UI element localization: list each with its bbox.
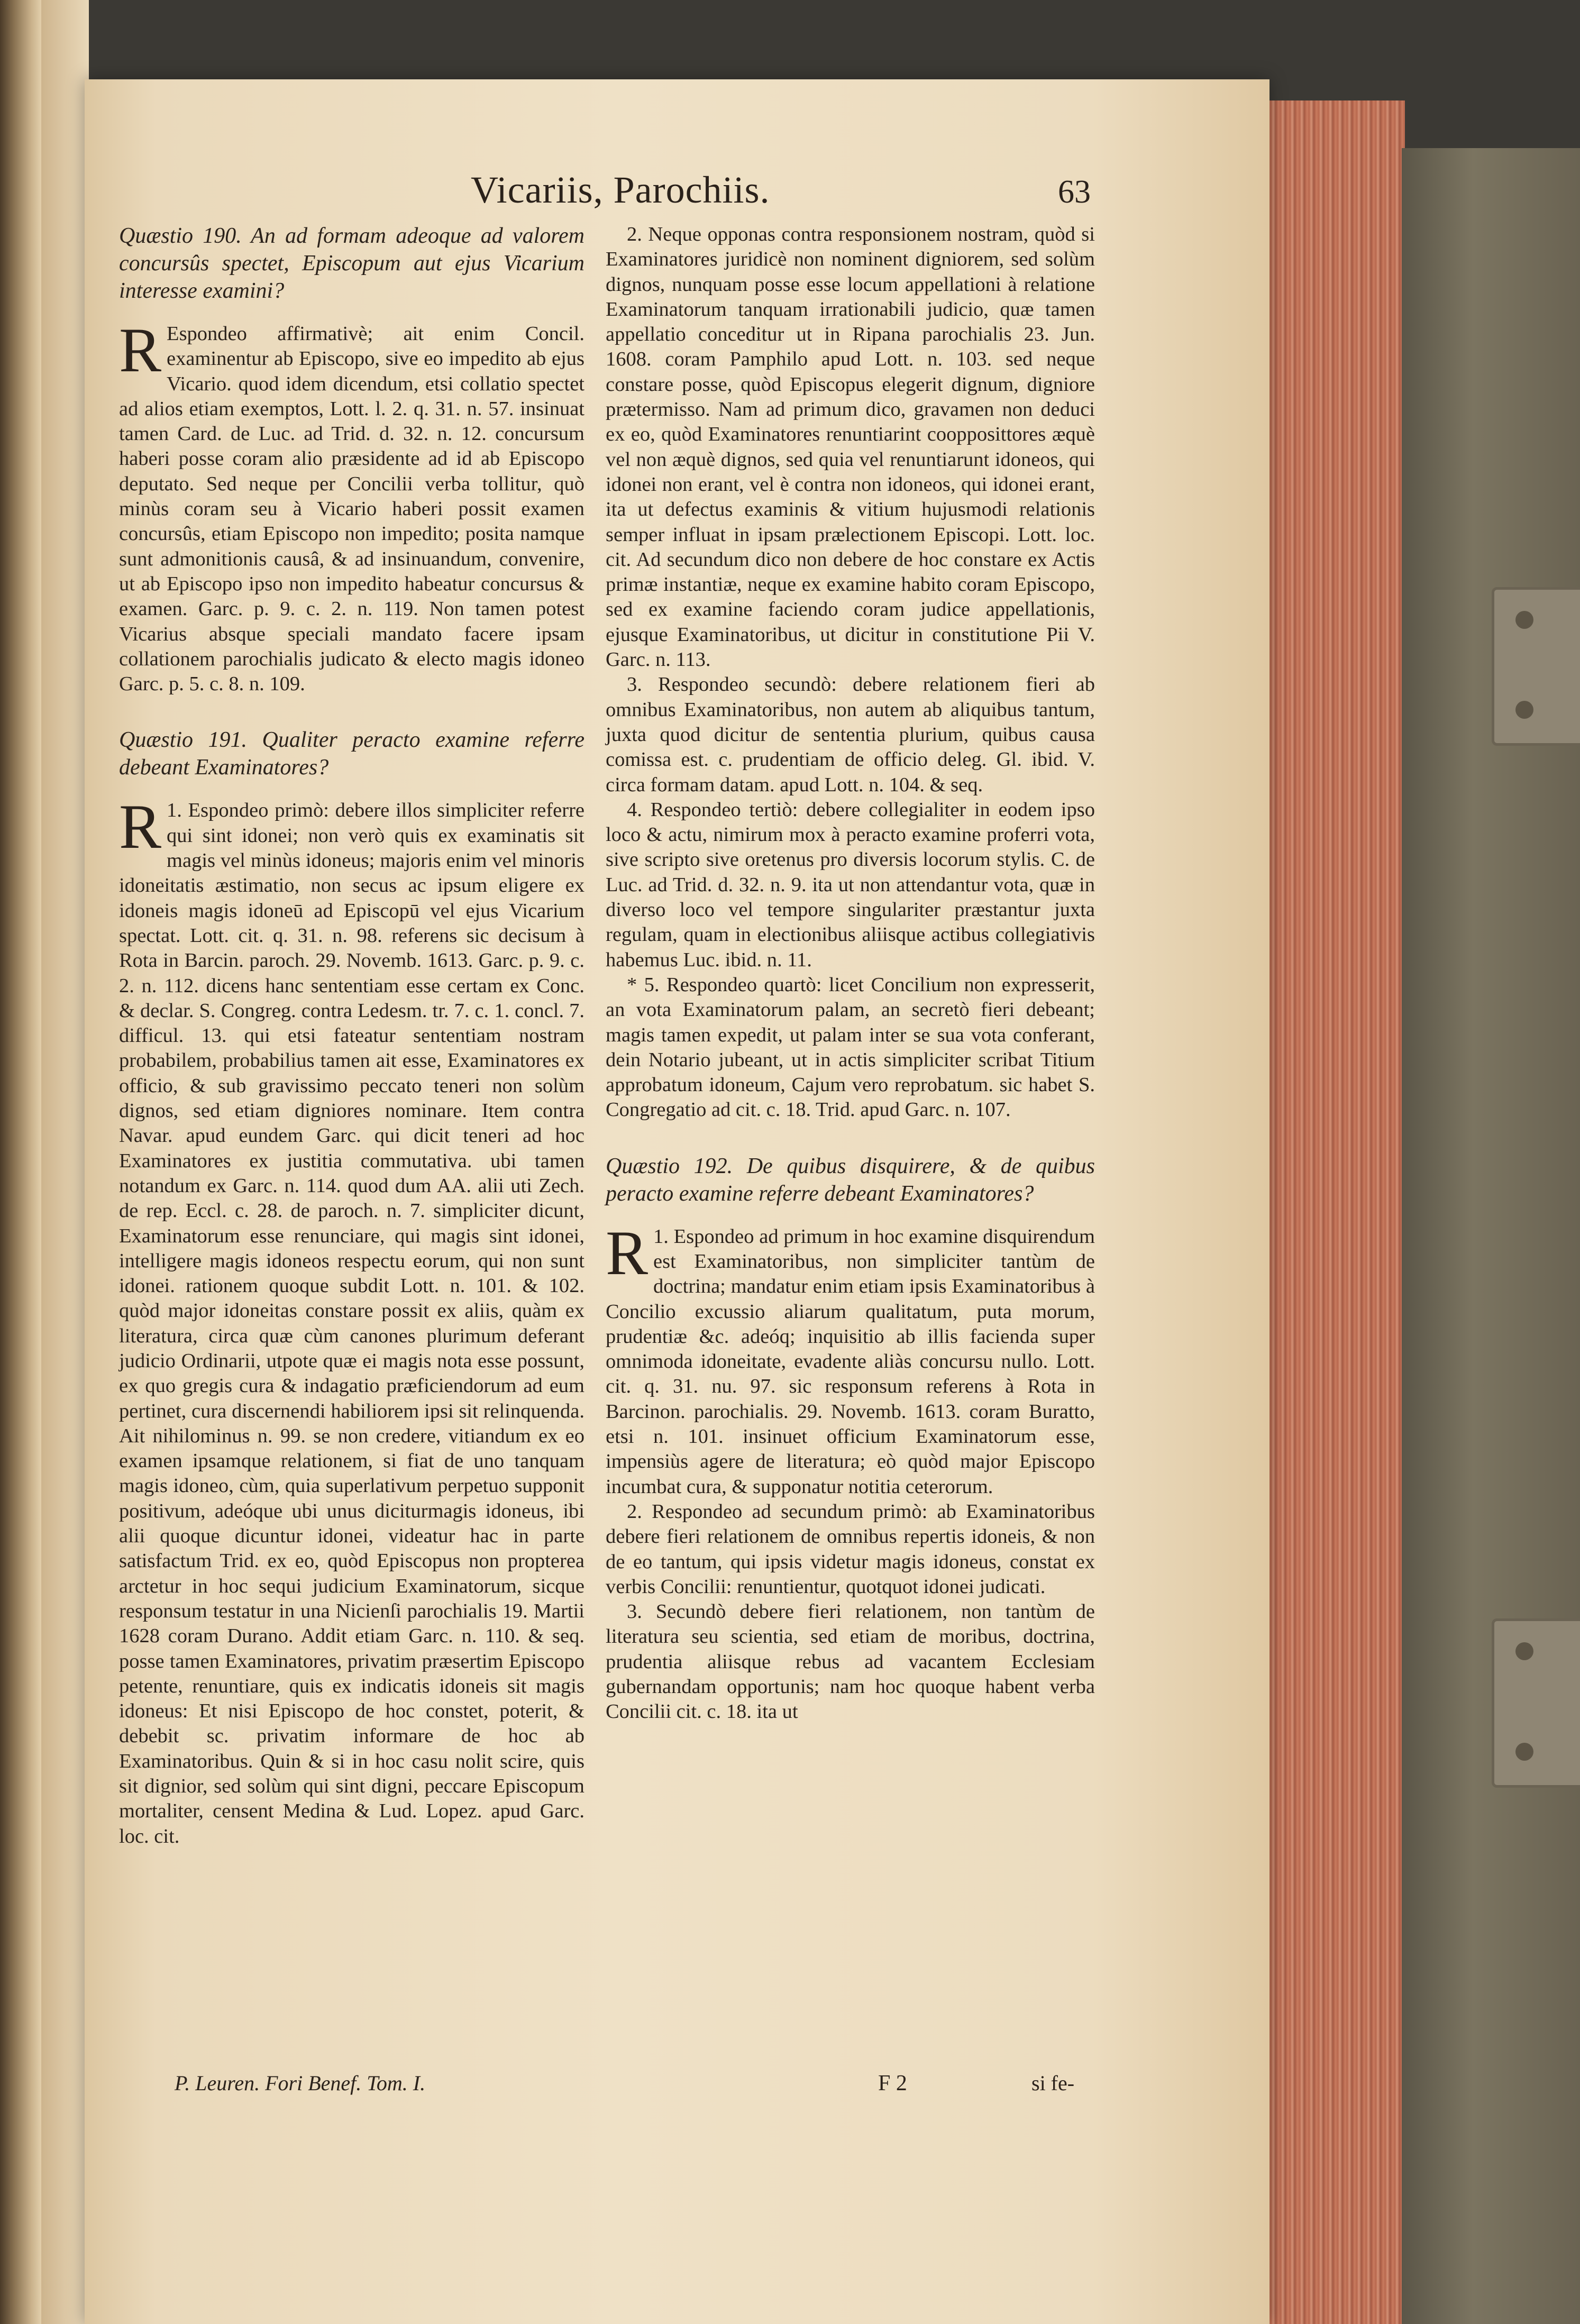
- paragraph-5: * 5. Respondeo quartò: licet Concilium non expresserit, an vota Examinatorum palam, an secretò fieri debeant; magis tamen expedit, ut palam inter se sua vota conferant, dein Notario jubeant, ut in actis simpliciter scribat Titium approbatum idoneum, Cajum vero reprobatum. sic habet S. Congregatio ad cit. c. 18. Trid. apud Garc. n. 107.: [606, 973, 1095, 1121]
- book-clasp-top: [1492, 587, 1580, 746]
- paragraph-7: 3. Secundò debere fieri relationem, non tantùm de literatura seu scientia, sed etiam de moribus, doctrina, prudentia aliisque rebus ad vacantem Ecclesiam gubernandam opportunis; nam hoc quoque habent verba Concilii cit. c. 18. ita ut: [606, 1600, 1095, 1723]
- question-192-body: [606, 1217, 1095, 1499]
- clasp-rivet: [1515, 611, 1533, 629]
- paragraph-2: 2. Neque opponas contra responsionem nostram, quòd si Examinatores juridicè non nominent digniorem, sed solùm dignos, nunquam posse esse locum appellationi à relatione Examinatorum tanquam irrationabili judicio, quæ tamen appellatio conceditur ut in Ripana parochialis 23. Jun. 1608. coram Pamphilo apud Lott. n. 103. sed neque constare posse, quòd Episcopus elegerit dignum, digniore prætermisso. Nam ad primum dico, gravamen non deduci ex eo, quòd Examinatores renuntiarint coopposittores æquè vel non æquè dignos, sed quia vel renuntiarunt idoneos, qui idonei non erant, vel è contra non idoneos, qui idonei erant, ita ut defectus examinis & vitium hujusmodi relationis semper influat in ipsam prælectionem Episcopi. Lott. loc. cit. Ad secundum dico non debere de hoc constare ex Actis primæ instantiæ, neque ex examine habito coram Episcopo, sed ex examine faciendo coram judice appellationis, ejusque Examinatoribus, ut dicitur in constitutione Pii V. Garc. n. 113.: [606, 223, 1095, 671]
- question-192-text: 1. Espondeo ad primum in hoc examine disquirendum est Examinatoribus, non simpliciter tantùm de doctrina; mandatur enim etiam ipsis Examinatoribus à Concilio excussio aliarum qualitatum, puta morum, prudentiæ &c. adeóq; inquisitio ab illis facienda super omnimoda idoneitate, evadente aliàs concursu nullo. Lott. cit. q. 31. nu. 97. sic responsum referens à Rota in Barcinon. parochialis. 29. Novemb. 1613. coram Buratto, etsi n. 101. insinuet officium Examinatorum esse, impensiùs agere de literatura; eò quòd major Episcopo incumbat cura, & supponatur notitia ceterorum.: [606, 1225, 1095, 1498]
- page-block-edge: [1254, 100, 1405, 2324]
- book-gutter: [41, 0, 89, 2324]
- drop-cap: R: [606, 1217, 649, 1288]
- book-clasp-bottom: [1492, 1618, 1580, 1788]
- left-column: [119, 222, 584, 1849]
- question-191-heading: Quæstio 191. Qualiter peracto examine referre debeant Examinatores?: [119, 728, 584, 780]
- running-head: Vicariis, Parochiis.: [471, 169, 770, 211]
- paragraph-3: 3. Respondeo secundò: debere relationem fieri ab omnibus Examinatoribus, non autem ab aliquibus tantum, juxta quod dicitur de sententia plurium, quibus causa comissa est. c. prudentiam de officio deleg. Gl. ibid. V. circa formam datam. apud Lott. n. 104. & seq.: [606, 673, 1095, 796]
- question-191-text: 1. Espondeo primò: debere illos simpliciter referre qui sint idonei; non verò quis ex examinatis sit magis vel minùs idoneus; majoris enim vel minoris idoneitatis æstimatio, non secus ac ipsum eligere ex idoneis magis idoneū ad Episcopū vel ejus Vicarium spectat. Lott. cit. q. 31. n. 98. referens sic decisum à Rota in Barcin. paroch. 29. Novemb. 1613. Garc. p. 9. c. 2. n. 112. dicens hanc sententiam esse certam ex Conc. & declar. S. Congreg. contra Ledesm. tr. 7. c. 1. concl. 7. difficul. 13. qui etsi fateatur sententiam nostram probabilem, probabilius tamen ait esse, Examinatores ex officio, & sub gravissimo peccato teneri non solùm dignos, sed etiam digniores nominare. Item contra Navar. apud eundem Garc. qui dicit teneri ad hoc Examinatores ex justitia commutativa. ubi tamen notandum ex Garc. n. 114. quod dum AA. alii uti Zech. de rep. Eccl. c. 28. de paroch. n. 7. simpliciter dicunt, Examinatorum esse renunciare, qui magis sint idonei, intelligere magis idoneos respectu eorum, qui non sunt idonei. rationem quoque subdit Lott. n. 101. & 102. quòd major idoneitas constare possit ex aliis, quàm ex literatura, circa quæ cùm canones plurimum deferant judicio Ordinarii, utpote quæ ei magis nota esse possunt, ex quo gregis cura & indagatio præficiendorum ad eum pertinet, cura discernendi habiliorem ipsi sit relinquenda. Ait nihilominus n. 99. se non credere, vitiandum ex eo examen ipsamque relationem, si fiat de uno tanquam magis idoneo, cùm, quia superlativum perpetuo supponit positivum, adeóque ubi unus diciturmagis idoneus, ibi alii quoque dicuntur idonei, videatur hac in parte satisfactum Trid. ex eo, quòd Episcopus non propterea arctetur in hoc sequi judicium Examinatorum, sicque responsum testatur in una Nicienſi parochialis 19. Martii 1628 coram Durano. Addit etiam Garc. n. 110. & seq. posse tamen Examinatores, privatim præsertim Episcopo petente, renuntiare, quis ex indicatis idoneis sit magis idoneus: Et nisi Episcopo de hoc constet, poterit, & debebit sc. privatim informare de hoc ab Examinatoribus. Quin & si in hoc casu nolit scire, quis sit dignior, sed solùm qui sint digni, peccare Episcopum mortaliter, censent Medina & Lud. Lopez. apud Garc. loc. cit.: [119, 799, 584, 1847]
- paragraph-6: 2. Respondeo ad secundum primò: ab Examinatoribus debere fieri relationem de omnibus repertis idoneis, & non de eo tantum, qui ipsis videtur magis idoneus, constat ex verbis Concilii: renuntientur, quotquot idonei judicati.: [606, 1500, 1095, 1598]
- drop-cap: R: [119, 791, 162, 862]
- page-number: 63: [1058, 174, 1091, 210]
- clasp-rivet: [1515, 701, 1533, 719]
- paragraph-4: 4. Respondeo tertiò: debere collegialiter in eodem ipso loco & actu, nimirum mox à peracto examine proferri vota, sive scripto sive oretenus pro diversis locorum stylis. C. de Luc. ad Trid. d. 32. n. 9. ita ut non attendantur vota, quæ in diverso loco vel tempore singulariter præstantur juxta regulam, quam in electionibus aliisque actibus collegiativis habemus Luc. ibid. n. 11.: [606, 798, 1095, 971]
- question-190-body: [119, 315, 584, 697]
- question-192-heading: Quæstio 192. De quibus disquirere, & de quibus peracto examine referre debeant Examinatores?: [606, 1154, 1095, 1206]
- right-column: [606, 222, 1095, 1725]
- previous-page-edge: [0, 0, 41, 2324]
- catchword: si fe-: [1031, 2071, 1075, 2095]
- signature-mark: F 2: [878, 2071, 907, 2096]
- footer-signature: P. Leuren. Fori Benef. Tom. I.: [175, 2071, 426, 2095]
- question-190-heading: Quæstio 190. An ad formam adeoque ad valorem concursûs spectet, Episcopum aut ejus Vicarium interesse examini?: [119, 224, 584, 303]
- drop-cap: R: [119, 315, 162, 385]
- book-cover: [1402, 148, 1580, 2324]
- question-190-text: Espondeo affirmativè; ait enim Concil. examinentur ab Episcopo, sive eo impedito ab ejus Vicario. quod idem dicendum, etsi collatio spectet ad alios etiam exemptos, Lott. l. 2. q. 31. n. 57. insinuat tamen Card. de Luc. ad Trid. d. 32. n. 12. concursum haberi posse coram alio præsidente ad id ab Episcopo deputato. Sed neque per Concilii verba tollitur, quò minùs coram seu à Vicario haberi possit examen concursûs, etiam Episcopo non impedito; posita namque sunt admonitionis causâ, & ad insinuandum, convenire, ut ab Episcopo ipso non impedito habeatur concursus & examen. Garc. p. 9. c. 2. n. 119. Non tamen potest Vicarius absque speciali mandato facere ipsam collationem parochialis judicato & electo magis idoneo Garc. p. 5. c. 8. n. 109.: [119, 323, 584, 696]
- clasp-rivet: [1515, 1743, 1533, 1761]
- clasp-rivet: [1515, 1642, 1533, 1660]
- question-191-body: [119, 791, 584, 1849]
